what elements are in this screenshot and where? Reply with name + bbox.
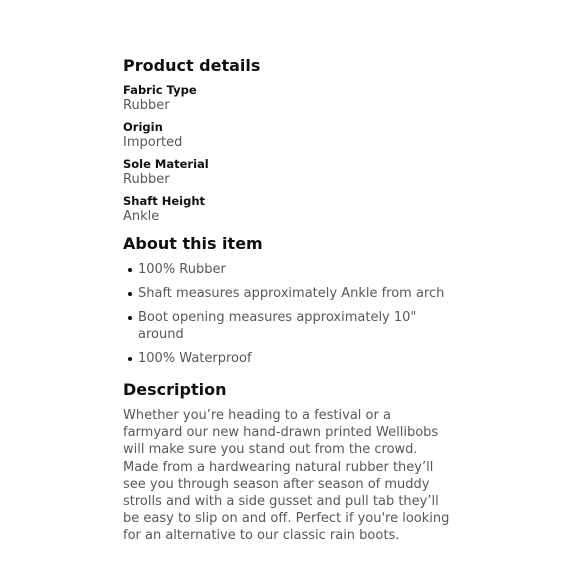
feature-bullet bbox=[123, 285, 453, 302]
detail-origin bbox=[123, 120, 453, 151]
detail-value: Ankle bbox=[123, 209, 160, 224]
detail-fabric-type bbox=[123, 83, 453, 114]
feature-bullet-text: Shaft measures approximately Ankle from arch bbox=[138, 286, 445, 301]
detail-shaft-height bbox=[123, 194, 453, 225]
about-this-item-section bbox=[123, 234, 453, 367]
about-heading: About this item bbox=[123, 234, 263, 253]
feature-bullet bbox=[123, 350, 453, 367]
feature-bullet-text: 100% Rubber bbox=[138, 262, 226, 277]
detail-sole-material bbox=[123, 157, 453, 188]
detail-value: Rubber bbox=[123, 98, 170, 113]
detail-value: Imported bbox=[123, 135, 183, 150]
bullet-dot-icon bbox=[128, 268, 132, 272]
detail-label: Shaft Height bbox=[123, 194, 206, 208]
product-info-panel bbox=[123, 56, 453, 545]
detail-label: Sole Material bbox=[123, 157, 209, 171]
bullet-dot-icon bbox=[128, 357, 132, 361]
feature-bullet-text: Boot opening measures approximately 10" around bbox=[138, 310, 417, 342]
description-text: Whether you’re heading to a festival or a farmyard our new hand-drawn printed Wellibobs will make sure you stand out from the crowd. Made from a hardwearing natural rubber they’ll see you through season after season of muddy strolls and with a side gusset and pull tab they’ll be easy to slip on and off. Perfect if you're looking for an alternative to our classic rain boots. bbox=[123, 408, 450, 544]
feature-bullet bbox=[123, 309, 453, 343]
bullet-dot-icon bbox=[128, 292, 132, 296]
detail-label: Origin bbox=[123, 120, 163, 134]
feature-bullet-list bbox=[123, 261, 453, 367]
detail-label: Fabric Type bbox=[123, 83, 197, 97]
product-details-section bbox=[123, 56, 453, 225]
bullet-dot-icon bbox=[128, 316, 132, 320]
feature-bullet bbox=[123, 261, 453, 278]
product-details-heading: Product details bbox=[123, 56, 261, 75]
description-heading: Description bbox=[123, 380, 227, 399]
feature-bullet-text: 100% Waterproof bbox=[138, 351, 252, 366]
detail-value: Rubber bbox=[123, 172, 170, 187]
description-section bbox=[123, 380, 453, 545]
